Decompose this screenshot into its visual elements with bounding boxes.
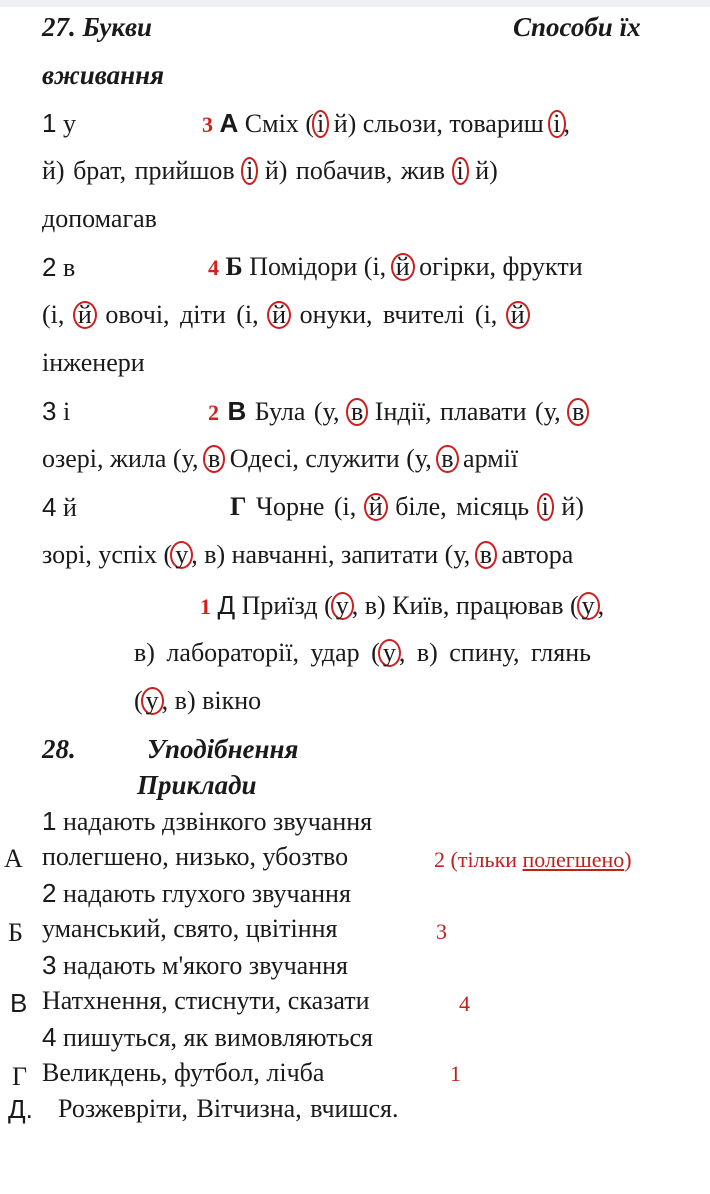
circled-choice: й	[506, 301, 530, 329]
example-a: полегшено, низько, убозтво	[42, 842, 349, 871]
example-b-answer: 3	[436, 919, 447, 944]
rule-2: 2 надають глухого звучання	[42, 878, 351, 908]
row-g-line-1: Г Чорне (і, й біле, місяць і й)	[230, 492, 584, 521]
example-v: Натхнення, стиснути, сказати	[42, 986, 370, 1015]
row-3-letter: 3 і	[42, 396, 71, 426]
top-scroll-strip	[0, 0, 710, 7]
section27-title-left: 27. Букви	[42, 12, 153, 42]
circled-choice: й	[73, 301, 97, 329]
circled-choice: в	[475, 541, 497, 569]
circled-choice: у	[378, 639, 401, 667]
rule-1: 1 надають дзвінкого звучання	[42, 806, 373, 836]
circled-choice: у	[170, 541, 193, 569]
rule-2-number: 2	[42, 878, 57, 908]
example-b: уманський, свято, цвітіння	[42, 914, 338, 943]
example-d: Розжеврiти, Вітчизна, вчишся.	[58, 1094, 399, 1123]
example-a-answer: 2 (тільки полегшено)	[434, 847, 632, 872]
example-d-label: Д.	[8, 1094, 33, 1124]
row-d-line-1: 1 Д Приїзд ( у , в) Київ, працював ( у ,	[200, 590, 605, 620]
row-d-answer: 1	[200, 594, 211, 619]
row-d-line-3: ( у , в) вікно	[134, 686, 262, 715]
rule-3: 3 надають м'якого звучання	[42, 950, 348, 980]
row-b-answer: 4	[208, 255, 219, 280]
row-4-letter: 4 й	[42, 492, 77, 522]
row-a-line-3: допомагав	[42, 204, 157, 233]
example-v-answer: 4	[459, 991, 470, 1016]
circled-choice: й	[267, 301, 291, 329]
circled-choice: і	[241, 157, 258, 185]
example-v-label: В	[10, 988, 28, 1018]
rule-4-number: 4	[42, 1022, 57, 1052]
circled-choice: в	[346, 398, 368, 426]
row-1-number: 1	[42, 108, 57, 138]
section27-title-right: Способи їх	[513, 12, 641, 42]
row-b-label: Б	[225, 252, 243, 281]
row-3-number: 3	[42, 396, 57, 426]
row-d-line-2: в) лабораторії, удар ( у , в) спину, глянь	[134, 638, 591, 667]
example-b-label: Б	[8, 918, 23, 947]
row-g-line-2: зорі, успіх ( у , в) навчанні, запитати (у, в автора	[42, 540, 574, 569]
row-a-line-1: 3 А Сміх ( і й) сльози, товариш і ,	[202, 108, 571, 138]
row-b-line-2: (і, й овочі, діти (і, й онуки, вчителі (і, й	[42, 300, 528, 330]
row-b-line-3: інженери	[42, 348, 145, 377]
row-v-line-2: озері, жила (у, в Одесі, служити (у, в армії	[42, 444, 519, 473]
circled-choice: в	[436, 445, 458, 473]
section28-title-num: 28.	[42, 734, 76, 764]
row-2-letter: 2 в	[42, 252, 76, 282]
example-g: Великдень, футбол, лічба	[42, 1058, 325, 1087]
row-a-label: А	[219, 108, 239, 138]
circled-choice: у	[577, 592, 600, 620]
circled-choice: і	[452, 157, 469, 185]
section28-title-sub: Приклади	[137, 770, 257, 800]
rule-1-number: 1	[42, 806, 57, 836]
circled-choice: в	[567, 398, 589, 426]
row-b-line-1: 4 Б Помідори (і, й огірки, фрукти	[208, 252, 583, 281]
circled-choice: і	[548, 110, 565, 138]
row-1-letter: 1 у	[42, 108, 76, 138]
example-a-label: А	[4, 844, 23, 873]
example-g-label: Г	[12, 1062, 28, 1091]
row-d-label: Д	[217, 590, 236, 620]
circled-choice: й	[391, 253, 415, 281]
circled-choice: і	[537, 493, 554, 521]
row-v-label: В	[227, 396, 247, 426]
row-a-answer: 3	[202, 112, 213, 137]
circled-choice: і	[312, 110, 329, 138]
circled-choice: в	[203, 445, 225, 473]
row-a-line-2: й) брат, прийшов і й) побачив, жив і й)	[42, 156, 498, 185]
example-g-answer: 1	[450, 1061, 461, 1086]
circled-choice: у	[141, 687, 164, 715]
row-v-answer: 2	[208, 400, 219, 425]
section27-title-cont: вживання	[42, 60, 165, 90]
circled-choice: у	[331, 592, 354, 620]
section28-title-text: Уподібнення	[147, 734, 299, 764]
row-v-line-1: 2 В Була (у, в Індії, плавати (у, в	[208, 396, 587, 428]
row-2-number: 2	[42, 252, 57, 282]
row-g-label: Г	[230, 492, 247, 521]
rule-4: 4 пишуться, як вимовляються	[42, 1022, 373, 1052]
row-4-number: 4	[42, 492, 57, 522]
rule-3-number: 3	[42, 950, 57, 980]
circled-choice: й	[364, 493, 388, 521]
